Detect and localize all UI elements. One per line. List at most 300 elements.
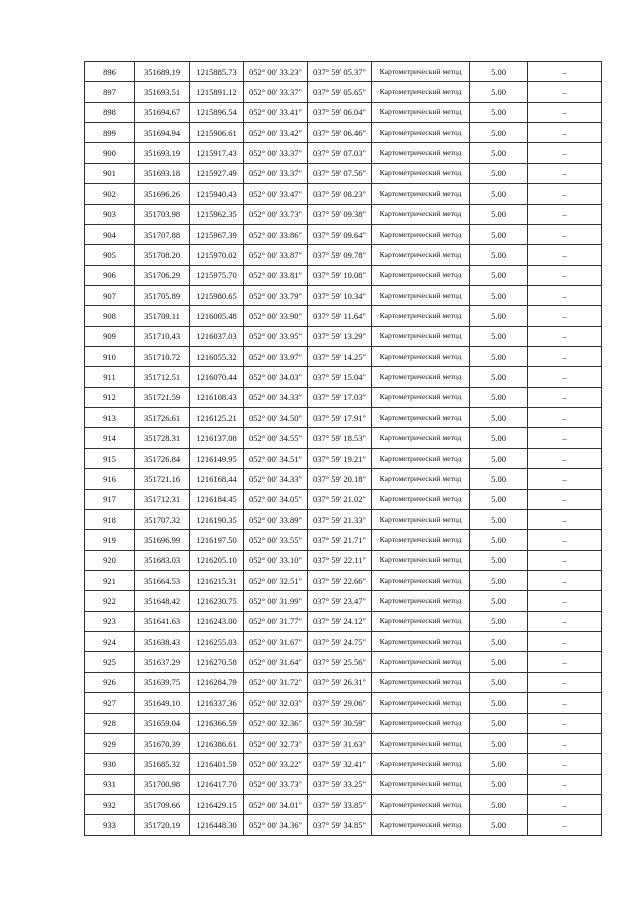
remark-cell: – [528, 265, 602, 285]
remark-cell: – [528, 509, 602, 529]
table-row [85, 163, 602, 183]
method-cell: Картометрический метод [372, 693, 470, 713]
point-number-cell: 915 [85, 448, 135, 468]
longitude-cell: 037° 59' 31.63" [308, 733, 372, 753]
longitude-cell: 037° 59' 21.33" [308, 509, 372, 529]
method-cell: Картометрический метод [372, 611, 470, 631]
remark-cell: – [528, 428, 602, 448]
accuracy-cell: 5.00 [470, 591, 528, 611]
remark-cell: – [528, 163, 602, 183]
remark-cell: – [528, 408, 602, 428]
method-cell: Картометрический метод [372, 713, 470, 733]
remark-cell: – [528, 62, 602, 82]
latitude-cell: 052° 00' 33.95" [244, 326, 308, 346]
point-number-cell: 912 [85, 387, 135, 407]
x-coordinate-cell: 351710.72 [135, 347, 190, 367]
method-cell: Картометрический метод [372, 285, 470, 305]
table-row [85, 123, 602, 143]
longitude-cell: 037° 59' 07.03" [308, 143, 372, 163]
latitude-cell: 052° 00' 33.81" [244, 265, 308, 285]
point-number-cell: 928 [85, 713, 135, 733]
x-coordinate-cell: 351712.31 [135, 489, 190, 509]
y-coordinate-cell: 1215896.54 [190, 102, 244, 122]
x-coordinate-cell: 351726.84 [135, 448, 190, 468]
latitude-cell: 052° 00' 33.73" [244, 774, 308, 794]
point-number-cell: 929 [85, 733, 135, 753]
table-row [85, 672, 602, 692]
accuracy-cell: 5.00 [470, 652, 528, 672]
x-coordinate-cell: 351708.20 [135, 245, 190, 265]
y-coordinate-cell: 1215962.35 [190, 204, 244, 224]
table-row [85, 794, 602, 814]
y-coordinate-cell: 1215970.02 [190, 245, 244, 265]
longitude-cell: 037° 59' 05.65" [308, 82, 372, 102]
point-number-cell: 922 [85, 591, 135, 611]
table-row [85, 102, 602, 122]
y-coordinate-cell: 1215980.65 [190, 285, 244, 305]
x-coordinate-cell: 351696.99 [135, 530, 190, 550]
table-row [85, 530, 602, 550]
longitude-cell: 037° 59' 05.37" [308, 62, 372, 82]
table-row [85, 326, 602, 346]
x-coordinate-cell: 351685.32 [135, 754, 190, 774]
remark-cell: – [528, 184, 602, 204]
y-coordinate-cell: 1216125.21 [190, 408, 244, 428]
point-number-cell: 925 [85, 652, 135, 672]
accuracy-cell: 5.00 [470, 285, 528, 305]
x-coordinate-cell: 351648.42 [135, 591, 190, 611]
accuracy-cell: 5.00 [470, 367, 528, 387]
method-cell: Картометрический метод [372, 184, 470, 204]
accuracy-cell: 5.00 [470, 713, 528, 733]
method-cell: Картометрический метод [372, 509, 470, 529]
latitude-cell: 052° 00' 33.89" [244, 509, 308, 529]
accuracy-cell: 5.00 [470, 550, 528, 570]
latitude-cell: 052° 00' 33.10" [244, 550, 308, 570]
latitude-cell: 052° 00' 33.42" [244, 123, 308, 143]
x-coordinate-cell: 351637.29 [135, 652, 190, 672]
remark-cell: – [528, 693, 602, 713]
table-row [85, 82, 602, 102]
x-coordinate-cell: 351706.29 [135, 265, 190, 285]
accuracy-cell: 5.00 [470, 102, 528, 122]
accuracy-cell: 5.00 [470, 347, 528, 367]
latitude-cell: 052° 00' 34.36" [244, 815, 308, 835]
latitude-cell: 052° 00' 33.73" [244, 204, 308, 224]
point-number-cell: 896 [85, 62, 135, 82]
latitude-cell: 052° 00' 33.90" [244, 306, 308, 326]
latitude-cell: 052° 00' 34.55" [244, 428, 308, 448]
x-coordinate-cell: 351649.10 [135, 693, 190, 713]
latitude-cell: 052° 00' 34.03" [244, 367, 308, 387]
latitude-cell: 052° 00' 33.37" [244, 163, 308, 183]
remark-cell: – [528, 570, 602, 590]
latitude-cell: 052° 00' 31.72" [244, 672, 308, 692]
point-number-cell: 909 [85, 326, 135, 346]
longitude-cell: 037° 59' 20.18" [308, 469, 372, 489]
table-row [85, 652, 602, 672]
table-row [85, 469, 602, 489]
accuracy-cell: 5.00 [470, 774, 528, 794]
x-coordinate-cell: 351703.98 [135, 204, 190, 224]
coordinates-table-body [85, 62, 602, 836]
point-number-cell: 919 [85, 530, 135, 550]
accuracy-cell: 5.00 [470, 693, 528, 713]
remark-cell: – [528, 82, 602, 102]
point-number-cell: 933 [85, 815, 135, 835]
accuracy-cell: 5.00 [470, 224, 528, 244]
longitude-cell: 037° 59' 23.47" [308, 591, 372, 611]
point-number-cell: 932 [85, 794, 135, 814]
method-cell: Картометрический метод [372, 754, 470, 774]
table-row [85, 143, 602, 163]
table-row [85, 428, 602, 448]
remark-cell: – [528, 489, 602, 509]
y-coordinate-cell: 1215891.12 [190, 82, 244, 102]
latitude-cell: 052° 00' 31.67" [244, 632, 308, 652]
longitude-cell: 037° 59' 22.11" [308, 550, 372, 570]
remark-cell: – [528, 387, 602, 407]
method-cell: Картометрический метод [372, 469, 470, 489]
longitude-cell: 037° 59' 33.85" [308, 794, 372, 814]
x-coordinate-cell: 351709.11 [135, 306, 190, 326]
method-cell: Картометрический метод [372, 774, 470, 794]
x-coordinate-cell: 351721.59 [135, 387, 190, 407]
table-row [85, 611, 602, 631]
accuracy-cell: 5.00 [470, 489, 528, 509]
table-row [85, 285, 602, 305]
latitude-cell: 052° 00' 31.99" [244, 591, 308, 611]
longitude-cell: 037° 59' 09.78" [308, 245, 372, 265]
accuracy-cell: 5.00 [470, 306, 528, 326]
y-coordinate-cell: 1216230.75 [190, 591, 244, 611]
longitude-cell: 037° 59' 26.31" [308, 672, 372, 692]
longitude-cell: 037° 59' 06.46" [308, 123, 372, 143]
y-coordinate-cell: 1216255.03 [190, 632, 244, 652]
y-coordinate-cell: 1216190.35 [190, 509, 244, 529]
x-coordinate-cell: 351707.32 [135, 509, 190, 529]
y-coordinate-cell: 1215927.49 [190, 163, 244, 183]
point-number-cell: 899 [85, 123, 135, 143]
point-number-cell: 923 [85, 611, 135, 631]
remark-cell: – [528, 448, 602, 468]
y-coordinate-cell: 1216386.61 [190, 733, 244, 753]
method-cell: Картометрический метод [372, 245, 470, 265]
accuracy-cell: 5.00 [470, 469, 528, 489]
point-number-cell: 904 [85, 224, 135, 244]
table-row [85, 550, 602, 570]
remark-cell: – [528, 102, 602, 122]
remark-cell: – [528, 672, 602, 692]
y-coordinate-cell: 1216137.08 [190, 428, 244, 448]
accuracy-cell: 5.00 [470, 245, 528, 265]
y-coordinate-cell: 1216108.43 [190, 387, 244, 407]
latitude-cell: 052° 00' 33.86" [244, 224, 308, 244]
point-number-cell: 931 [85, 774, 135, 794]
longitude-cell: 037° 59' 17.03" [308, 387, 372, 407]
table-row [85, 815, 602, 835]
x-coordinate-cell: 351693.19 [135, 143, 190, 163]
table-row [85, 693, 602, 713]
accuracy-cell: 5.00 [470, 143, 528, 163]
method-cell: Картометрический метод [372, 204, 470, 224]
longitude-cell: 037° 59' 06.04" [308, 102, 372, 122]
remark-cell: – [528, 224, 602, 244]
coordinates-table [84, 61, 602, 836]
remark-cell: – [528, 204, 602, 224]
method-cell: Картометрический метод [372, 550, 470, 570]
latitude-cell: 052° 00' 33.47" [244, 184, 308, 204]
remark-cell: – [528, 306, 602, 326]
latitude-cell: 052° 00' 34.33" [244, 387, 308, 407]
table-row [85, 408, 602, 428]
point-number-cell: 908 [85, 306, 135, 326]
y-coordinate-cell: 1216205.10 [190, 550, 244, 570]
point-number-cell: 930 [85, 754, 135, 774]
point-number-cell: 903 [85, 204, 135, 224]
table-row [85, 774, 602, 794]
point-number-cell: 900 [85, 143, 135, 163]
accuracy-cell: 5.00 [470, 163, 528, 183]
table-row [85, 713, 602, 733]
y-coordinate-cell: 1216070.44 [190, 367, 244, 387]
table-row [85, 448, 602, 468]
method-cell: Картометрический метод [372, 570, 470, 590]
method-cell: Картометрический метод [372, 143, 470, 163]
longitude-cell: 037° 59' 33.25" [308, 774, 372, 794]
y-coordinate-cell: 1216005.48 [190, 306, 244, 326]
y-coordinate-cell: 1215940.43 [190, 184, 244, 204]
y-coordinate-cell: 1216417.70 [190, 774, 244, 794]
table-row [85, 306, 602, 326]
y-coordinate-cell: 1215885.73 [190, 62, 244, 82]
remark-cell: – [528, 123, 602, 143]
method-cell: Картометрический метод [372, 82, 470, 102]
longitude-cell: 037° 59' 34.85" [308, 815, 372, 835]
longitude-cell: 037° 59' 22.66" [308, 570, 372, 590]
accuracy-cell: 5.00 [470, 632, 528, 652]
latitude-cell: 052° 00' 34.51" [244, 448, 308, 468]
remark-cell: – [528, 733, 602, 753]
longitude-cell: 037° 59' 15.04" [308, 367, 372, 387]
longitude-cell: 037° 59' 10.08" [308, 265, 372, 285]
x-coordinate-cell: 351659.04 [135, 713, 190, 733]
remark-cell: – [528, 285, 602, 305]
method-cell: Картометрический метод [372, 448, 470, 468]
longitude-cell: 037° 59' 17.91" [308, 408, 372, 428]
longitude-cell: 037° 59' 25.56" [308, 652, 372, 672]
point-number-cell: 901 [85, 163, 135, 183]
method-cell: Картометрический метод [372, 408, 470, 428]
point-number-cell: 914 [85, 428, 135, 448]
y-coordinate-cell: 1216037.03 [190, 326, 244, 346]
method-cell: Картометрический метод [372, 530, 470, 550]
method-cell: Картометрический метод [372, 815, 470, 835]
method-cell: Картометрический метод [372, 123, 470, 143]
y-coordinate-cell: 1216055.32 [190, 347, 244, 367]
y-coordinate-cell: 1216337.36 [190, 693, 244, 713]
accuracy-cell: 5.00 [470, 530, 528, 550]
table-row [85, 265, 602, 285]
x-coordinate-cell: 351700.98 [135, 774, 190, 794]
method-cell: Картометрический метод [372, 672, 470, 692]
latitude-cell: 052° 00' 33.87" [244, 245, 308, 265]
remark-cell: – [528, 774, 602, 794]
accuracy-cell: 5.00 [470, 448, 528, 468]
table-row [85, 570, 602, 590]
point-number-cell: 920 [85, 550, 135, 570]
point-number-cell: 916 [85, 469, 135, 489]
latitude-cell: 052° 00' 33.37" [244, 82, 308, 102]
method-cell: Картометрический метод [372, 489, 470, 509]
accuracy-cell: 5.00 [470, 408, 528, 428]
latitude-cell: 052° 00' 32.36" [244, 713, 308, 733]
table-row [85, 632, 602, 652]
point-number-cell: 897 [85, 82, 135, 102]
x-coordinate-cell: 351694.67 [135, 102, 190, 122]
longitude-cell: 037° 59' 11.64" [308, 306, 372, 326]
longitude-cell: 037° 59' 14.25" [308, 347, 372, 367]
latitude-cell: 052° 00' 33.41" [244, 102, 308, 122]
x-coordinate-cell: 351696.26 [135, 184, 190, 204]
x-coordinate-cell: 351705.89 [135, 285, 190, 305]
longitude-cell: 037° 59' 29.06" [308, 693, 372, 713]
latitude-cell: 052° 00' 33.97" [244, 347, 308, 367]
table-row [85, 204, 602, 224]
x-coordinate-cell: 351689.19 [135, 62, 190, 82]
method-cell: Картометрический метод [372, 428, 470, 448]
accuracy-cell: 5.00 [470, 794, 528, 814]
point-number-cell: 921 [85, 570, 135, 590]
y-coordinate-cell: 1216429.15 [190, 794, 244, 814]
longitude-cell: 037° 59' 24.75" [308, 632, 372, 652]
latitude-cell: 052° 00' 32.03" [244, 693, 308, 713]
latitude-cell: 052° 00' 34.01" [244, 794, 308, 814]
remark-cell: – [528, 794, 602, 814]
remark-cell: – [528, 713, 602, 733]
y-coordinate-cell: 1215975.70 [190, 265, 244, 285]
method-cell: Картометрический метод [372, 387, 470, 407]
remark-cell: – [528, 347, 602, 367]
longitude-cell: 037° 59' 07.56" [308, 163, 372, 183]
x-coordinate-cell: 351670.39 [135, 733, 190, 753]
accuracy-cell: 5.00 [470, 570, 528, 590]
point-number-cell: 898 [85, 102, 135, 122]
point-number-cell: 905 [85, 245, 135, 265]
longitude-cell: 037° 59' 18.53" [308, 428, 372, 448]
longitude-cell: 037° 59' 13.29" [308, 326, 372, 346]
table-row [85, 224, 602, 244]
latitude-cell: 052° 00' 33.79" [244, 285, 308, 305]
table-row [85, 387, 602, 407]
latitude-cell: 052° 00' 33.55" [244, 530, 308, 550]
remark-cell: – [528, 469, 602, 489]
remark-cell: – [528, 652, 602, 672]
accuracy-cell: 5.00 [470, 326, 528, 346]
point-number-cell: 927 [85, 693, 135, 713]
accuracy-cell: 5.00 [470, 265, 528, 285]
method-cell: Картометрический метод [372, 652, 470, 672]
longitude-cell: 037° 59' 21.71" [308, 530, 372, 550]
y-coordinate-cell: 1216184.45 [190, 489, 244, 509]
latitude-cell: 052° 00' 34.33" [244, 469, 308, 489]
y-coordinate-cell: 1216149.95 [190, 448, 244, 468]
latitude-cell: 052° 00' 32.73" [244, 733, 308, 753]
x-coordinate-cell: 351726.61 [135, 408, 190, 428]
point-number-cell: 911 [85, 367, 135, 387]
point-number-cell: 918 [85, 509, 135, 529]
point-number-cell: 910 [85, 347, 135, 367]
x-coordinate-cell: 351728.31 [135, 428, 190, 448]
y-coordinate-cell: 1215906.61 [190, 123, 244, 143]
method-cell: Картометрический метод [372, 102, 470, 122]
table-row [85, 62, 602, 82]
method-cell: Картометрический метод [372, 794, 470, 814]
x-coordinate-cell: 351721.16 [135, 469, 190, 489]
accuracy-cell: 5.00 [470, 428, 528, 448]
y-coordinate-cell: 1216270.58 [190, 652, 244, 672]
x-coordinate-cell: 351638.43 [135, 632, 190, 652]
x-coordinate-cell: 351712.51 [135, 367, 190, 387]
remark-cell: – [528, 245, 602, 265]
latitude-cell: 052° 00' 34.05" [244, 489, 308, 509]
table-row [85, 367, 602, 387]
table-row [85, 489, 602, 509]
y-coordinate-cell: 1216401.59 [190, 754, 244, 774]
latitude-cell: 052° 00' 31.77" [244, 611, 308, 631]
point-number-cell: 917 [85, 489, 135, 509]
x-coordinate-cell: 351693.51 [135, 82, 190, 102]
longitude-cell: 037° 59' 32.41" [308, 754, 372, 774]
point-number-cell: 906 [85, 265, 135, 285]
longitude-cell: 037° 59' 09.64" [308, 224, 372, 244]
x-coordinate-cell: 351694.94 [135, 123, 190, 143]
method-cell: Картометрический метод [372, 163, 470, 183]
y-coordinate-cell: 1216366.59 [190, 713, 244, 733]
method-cell: Картометрический метод [372, 347, 470, 367]
method-cell: Картометрический метод [372, 224, 470, 244]
method-cell: Картометрический метод [372, 62, 470, 82]
accuracy-cell: 5.00 [470, 184, 528, 204]
accuracy-cell: 5.00 [470, 754, 528, 774]
x-coordinate-cell: 351720.19 [135, 815, 190, 835]
method-cell: Картометрический метод [372, 632, 470, 652]
table-row [85, 591, 602, 611]
y-coordinate-cell: 1216197.50 [190, 530, 244, 550]
table-row [85, 184, 602, 204]
x-coordinate-cell: 351683.03 [135, 550, 190, 570]
table-row [85, 509, 602, 529]
remark-cell: – [528, 550, 602, 570]
x-coordinate-cell: 351709.66 [135, 794, 190, 814]
y-coordinate-cell: 1216243.00 [190, 611, 244, 631]
latitude-cell: 052° 00' 33.22" [244, 754, 308, 774]
y-coordinate-cell: 1216168.44 [190, 469, 244, 489]
y-coordinate-cell: 1216448.30 [190, 815, 244, 835]
point-number-cell: 907 [85, 285, 135, 305]
y-coordinate-cell: 1215967.39 [190, 224, 244, 244]
remark-cell: – [528, 611, 602, 631]
y-coordinate-cell: 1216284.79 [190, 672, 244, 692]
x-coordinate-cell: 351693.18 [135, 163, 190, 183]
table-row [85, 245, 602, 265]
method-cell: Картометрический метод [372, 306, 470, 326]
remark-cell: – [528, 591, 602, 611]
point-number-cell: 913 [85, 408, 135, 428]
x-coordinate-cell: 351639.75 [135, 672, 190, 692]
latitude-cell: 052° 00' 31.64" [244, 652, 308, 672]
method-cell: Картометрический метод [372, 367, 470, 387]
